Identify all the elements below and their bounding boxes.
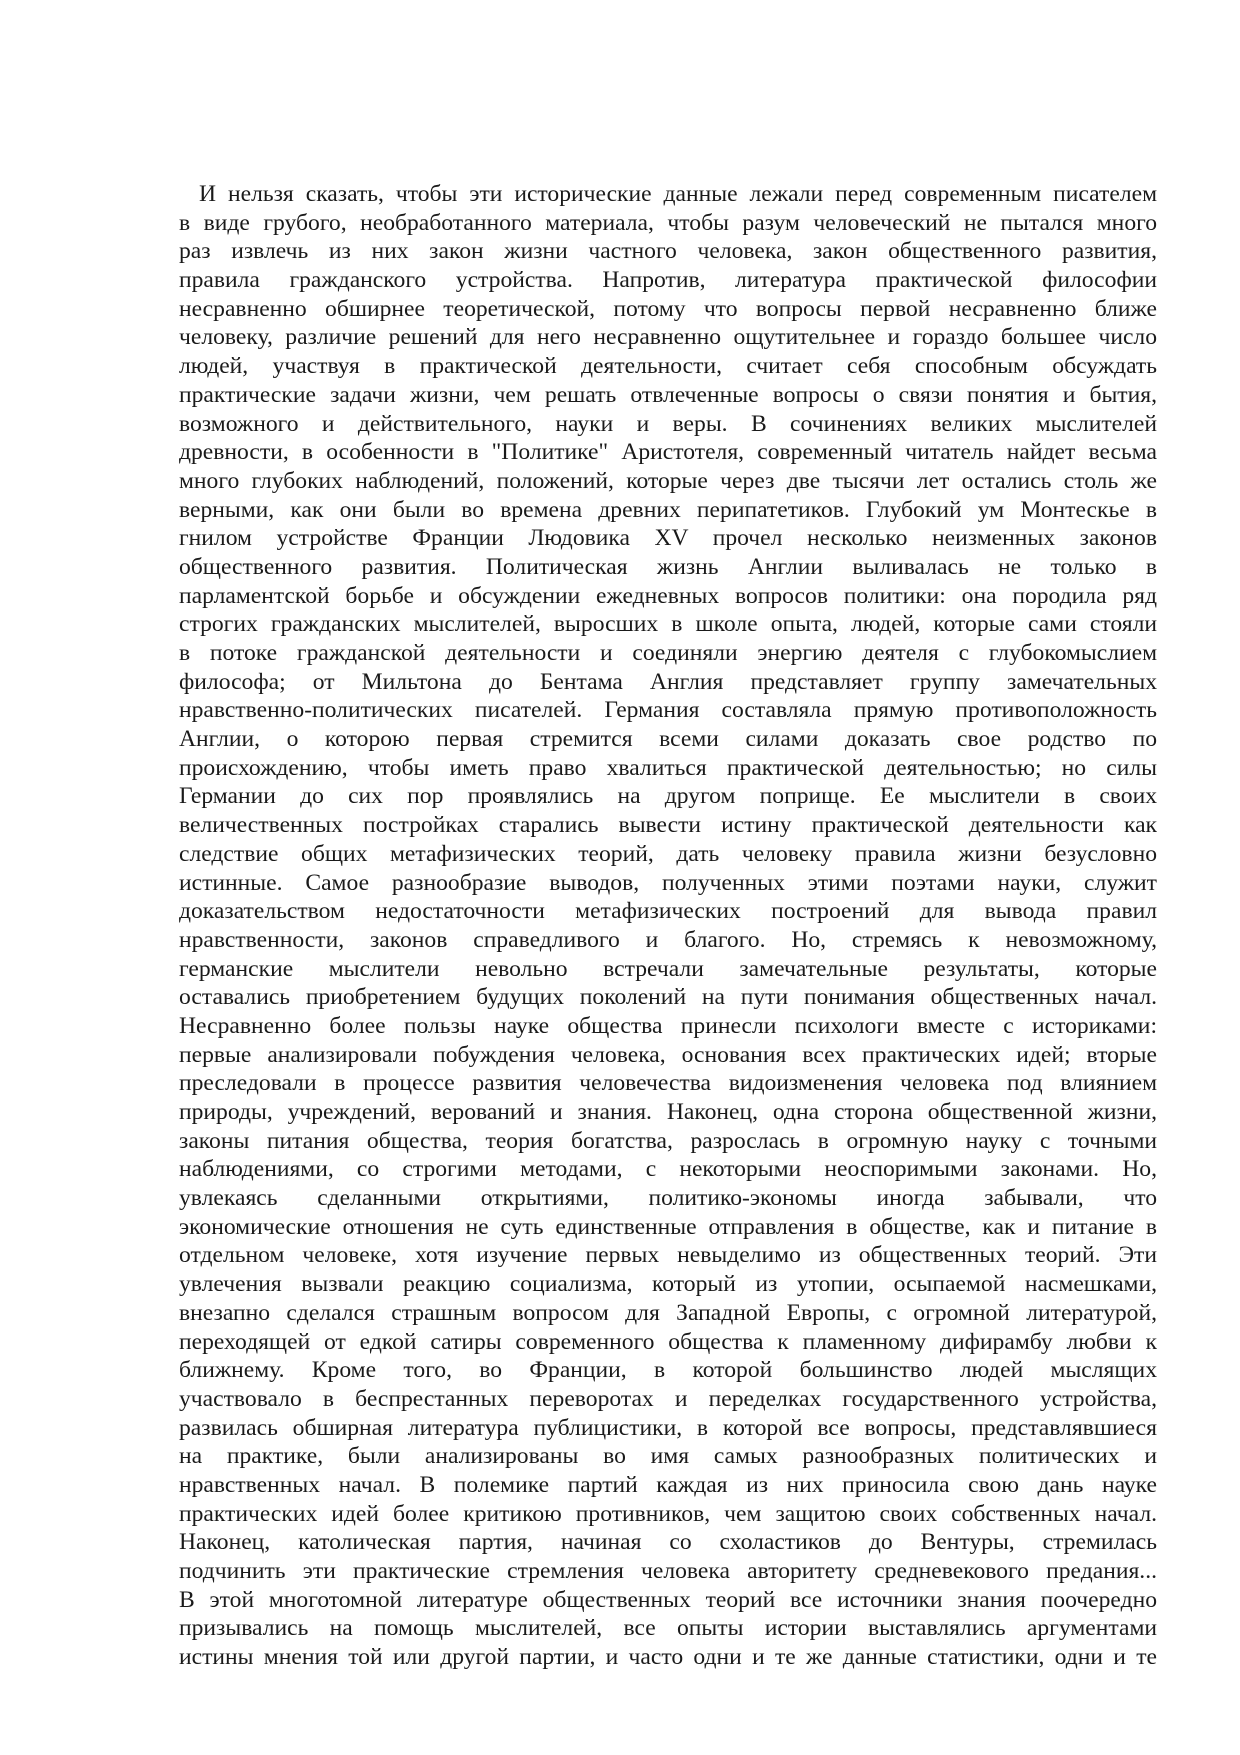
text-line: нравственных начал. В полемике партий каждая из них приносила свою дань науке: [179, 1471, 1157, 1498]
text-line: строгих гражданских мыслителей, выросших в школе опыта, людей, которые сами стояли: [179, 611, 1157, 638]
text-line: человеку, различие решений для него несравненно ощутительнее и гораздо большее число: [179, 324, 1157, 351]
text-line: участвовало в беспрестанных переворотах и переделках государственного устройства,: [179, 1385, 1157, 1412]
text-line: И нельзя сказать, чтобы эти исторические данные лежали перед современным писателем: [199, 181, 1157, 207]
text-line: развилась обширная литература публицистики, в которой все вопросы, представлявшиеся: [179, 1414, 1157, 1441]
text-line: на практике, были анализированы во имя самых разнообразных политических и: [179, 1443, 1157, 1470]
text-line: в виде грубого, необработанного материала, чтобы разум человеческий не пытался много: [179, 209, 1157, 236]
text-line: Наконец, католическая партия, начиная со схоластиков до Вентуры, стремилась: [179, 1529, 1157, 1556]
text-line: экономические отношения не суть единственные отправления в обществе, как и питание в: [179, 1213, 1157, 1240]
text-line: практических идей более критикою противников, чем защитою своих собственных начал.: [179, 1500, 1157, 1527]
text-line: людей, участвуя в практической деятельности, считает себя способным обсуждать: [179, 353, 1157, 380]
text-line: следствие общих метафизических теорий, дать человеку правила жизни безусловно: [179, 840, 1157, 867]
text-line: природы, учреждений, верований и знания. Наконец, одна сторона общественной жизни,: [179, 1099, 1157, 1125]
text-line: отдельном человеке, хотя изучение первых невыделимо из общественных теорий. Эти: [179, 1242, 1157, 1269]
text-line: нравственности, законов справедливого и благого. Но, стремясь к невозможному,: [179, 926, 1157, 953]
text-line: доказательством недостаточности метафизических построений для вывода правил: [179, 898, 1157, 925]
text-line: законы питания общества, теория богатства, разрослась в огромную науку с точными: [179, 1127, 1157, 1154]
text-line: первые анализировали побуждения человека, основания всех практических идей; вторые: [179, 1041, 1157, 1068]
body-text: [179, 180, 1157, 1672]
text-line: Англии, о которою первая стремится всеми силами доказать свое родство по: [179, 726, 1157, 753]
text-line: практические задачи жизни, чем решать отвлеченные вопросы о связи понятия и бытия,: [179, 381, 1157, 408]
text-line: возможного и действительного, науки и веры. В сочинениях великих мыслителей: [179, 410, 1157, 437]
text-line: преследовали в процессе развития человечества видоизменения человека под влиянием: [179, 1070, 1157, 1097]
text-line: общественного развития. Политическая жизнь Англии выливалась не только в: [179, 553, 1157, 580]
text-line: ближнему. Кроме того, во Франции, в которой большинство людей мыслящих: [179, 1357, 1157, 1384]
text-line: раз извлечь из них закон жизни частного человека, закон общественного развития,: [179, 238, 1157, 265]
text-line: величественных постройках старались вывести истину практической деятельности как: [179, 812, 1157, 839]
text-line: верными, как они были во времена древних перипатетиков. Глубокий ум Монтескье в: [179, 496, 1157, 523]
text-line: в потоке гражданской деятельности и соединяли энергию деятеля с глубокомыслием: [179, 640, 1157, 666]
text-line: гнилом устройстве Франции Людовика XV прочел несколько неизменных законов: [179, 525, 1157, 552]
text-line: германские мыслители невольно встречали замечательные результаты, которые: [179, 955, 1157, 982]
text-line: оставались приобретением будущих поколений на пути понимания общественных начал.: [179, 984, 1157, 1011]
text-line: внезапно сделался страшным вопросом для Западной Европы, с огромной литературой,: [179, 1299, 1157, 1326]
text-line: В этой многотомной литературе общественных теорий все источники знания поочередно: [179, 1586, 1157, 1613]
text-line: призывались на помощь мыслителей, все опыты истории выставлялись аргументами: [179, 1615, 1157, 1642]
text-line: Несравненно более пользы науке общества принесли психологи вместе с историками:: [179, 1012, 1157, 1039]
text-line: нравственно-политических писателей. Германия составляла прямую противоположность: [179, 697, 1157, 724]
text-line: наблюдениями, со строгими методами, с некоторыми неоспоримыми законами. Но,: [179, 1156, 1157, 1183]
text-line: правила гражданского устройства. Напротив, литература практической философии: [179, 267, 1157, 294]
text-line: древности, в особенности в "Политике" Аристотеля, современный читатель найдет весьма: [179, 439, 1157, 466]
text-line: истинные. Самое разнообразие выводов, полученных этими поэтами науки, служит: [179, 869, 1157, 896]
text-line: происхождению, чтобы иметь право хвалиться практической деятельностью; но силы: [179, 754, 1157, 781]
text-line: подчинить эти практические стремления человека авторитету средневекового предания...: [179, 1558, 1157, 1584]
text-line: философа; от Мильтона до Бентама Англия представляет группу замечательных: [179, 668, 1157, 695]
text-line: много глубоких наблюдений, положений, которые через две тысячи лет остались столь же: [179, 467, 1157, 494]
text-line: Германии до сих пор проявлялись на другом поприще. Ее мыслители в своих: [179, 783, 1157, 810]
text-line: несравненно обширнее теоретической, потому что вопросы первой несравненно ближе: [179, 295, 1157, 322]
text-line: парламентской борьбе и обсуждении ежедневных вопросов политики: она породила ряд: [179, 582, 1157, 609]
text-line: переходящей от едкой сатиры современного общества к пламенному дифирамбу любви к: [179, 1328, 1157, 1355]
text-line: увлекаясь сделанными открытиями, политико-экономы иногда забывали, что: [179, 1185, 1157, 1212]
text-line: истины мнения той или другой партии, и часто одни и те же данные статистики, одни и те: [179, 1644, 1157, 1671]
text-line: увлечения вызвали реакцию социализма, который из утопии, осыпаемой насмешками,: [179, 1271, 1157, 1298]
